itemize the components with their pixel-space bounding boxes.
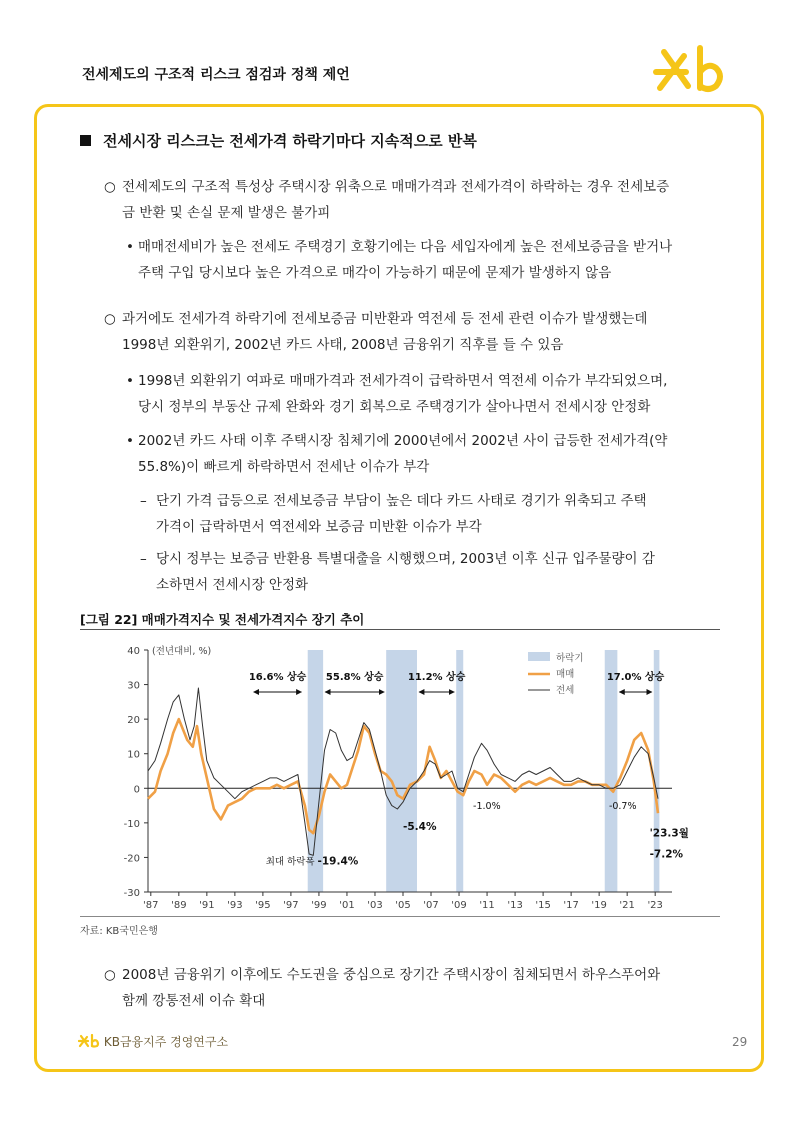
paragraph-p1a <box>138 234 722 286</box>
legend-label: 매매 <box>556 669 575 680</box>
rise-annotation-label: 16.6% 상승 <box>248 672 307 683</box>
square-bullet-icon <box>80 135 91 146</box>
x-tick-label: '95 <box>255 900 271 911</box>
paragraph-line: 당시 정부는 보증금 반환용 특별대출을 시행했으며, 2003년 이후 신규 입주물량이 감 <box>156 551 655 567</box>
figure-source: 자료: KB국민은행 <box>80 922 158 937</box>
circle-bullet: ○ <box>104 967 116 983</box>
paragraph-line: 1998년 외환위기, 2002년 카드 사태, 2008년 금융위기 직후를 들 수 있음 <box>122 337 564 353</box>
x-tick-label: '09 <box>451 900 467 911</box>
section-heading-text: 전세시장 리스크는 전세가격 하락기마다 지속적으로 반복 <box>103 132 477 150</box>
paragraph-line: 단기 가격 급등으로 전세보증금 부담이 높은 데다 카드 사태로 경기가 위축되고 주택 <box>156 493 647 509</box>
paragraph-p3 <box>122 962 722 1014</box>
x-tick-label: '15 <box>535 900 551 911</box>
x-tick-label: '89 <box>171 900 187 911</box>
document-title: 전세제도의 구조적 리스크 점검과 정책 제언 <box>82 67 350 83</box>
x-tick-label: '97 <box>283 900 299 911</box>
x-tick-label: '19 <box>591 900 607 911</box>
paragraph-p2b1 <box>156 488 722 540</box>
paragraph-line: 금 반환 및 손실 문제 발생은 불가피 <box>122 205 331 221</box>
dot-bullet: • <box>126 373 134 389</box>
paragraph-p2b <box>138 428 722 480</box>
dot-bullet: • <box>126 433 134 449</box>
paragraph-line: 2008년 금융위기 이후에도 수도권을 중심으로 장기간 주택시장이 침체되면서 하우스푸어와 <box>122 967 661 983</box>
paragraph-line: 과거에도 전세가격 하락기에 전세보증금 미반환과 역전세 등 전세 관련 이슈가 발생했는데 <box>122 311 648 327</box>
kb-small-logo-icon <box>78 1034 100 1048</box>
dash-bullet: – <box>140 493 147 509</box>
point-label: -19.4% <box>317 855 359 868</box>
paragraph-line: 2002년 카드 사태 이후 주택시장 침체기에 2000년에서 2002년 사이 급등한 전세가격(약 <box>138 433 668 449</box>
point-label: '23.3월 <box>649 827 689 840</box>
dot-bullet: • <box>126 239 134 255</box>
y-tick-label: 20 <box>127 715 140 727</box>
section-heading <box>80 130 477 151</box>
page-number: 29 <box>732 1035 748 1049</box>
paragraph-line: 매매전세비가 높은 전세도 주택경기 호황기에는 다음 세입자에게 높은 전세보증금을 받거나 <box>138 239 673 255</box>
y-tick-label: 10 <box>127 749 140 761</box>
x-tick-label: '01 <box>339 900 355 911</box>
dash-bullet: – <box>140 551 147 567</box>
point-label: -0.7% <box>608 801 637 813</box>
x-tick-label: '03 <box>367 900 383 911</box>
price-index-chart <box>80 634 720 918</box>
x-tick-label: '93 <box>227 900 243 911</box>
paragraph-line: 55.8%)이 빠르게 하락하면서 전세난 이슈가 부각 <box>138 459 430 475</box>
paragraph-line: 주택 구입 당시보다 높은 가격으로 매각이 가능하기 때문에 문제가 발생하지 않음 <box>138 265 612 281</box>
legend-label: 하락기 <box>556 653 584 664</box>
paragraph-line: 가격이 급락하면서 역전세와 보증금 미반환 이슈가 부각 <box>156 519 482 535</box>
x-tick-label: '05 <box>395 900 411 911</box>
point-label: -7.2% <box>649 848 684 861</box>
rise-annotation-label: 17.0% 상승 <box>606 672 665 683</box>
x-tick-label: '13 <box>507 900 523 911</box>
y-tick-label: 0 <box>133 784 140 796</box>
x-tick-label: '91 <box>199 900 215 911</box>
point-label: -1.0% <box>473 801 501 813</box>
y-tick-label: -20 <box>123 853 140 865</box>
paragraph-line: 1998년 외환위기 여파로 매매가격과 전세가격이 급락하면서 역전세 이슈가 부각되었으며, <box>138 373 668 389</box>
downturn-band <box>605 650 618 892</box>
y-tick-label: -10 <box>123 818 140 830</box>
circle-bullet: ○ <box>104 311 116 327</box>
kb-logo-icon <box>650 42 730 98</box>
paragraph-line: 당시 정부의 부동산 규제 완화와 경기 회복으로 주택경기가 살아나면서 전세시장 안정화 <box>138 399 651 415</box>
footer-org-name: KB금융지주 경영연구소 <box>103 1035 229 1049</box>
point-label: -5.4% <box>402 820 437 833</box>
downturn-band <box>456 650 463 892</box>
y-tick-label: 30 <box>127 680 140 692</box>
legend-downturn-swatch <box>528 652 550 661</box>
x-tick-label: '87 <box>143 900 159 911</box>
legend-label: 전세 <box>556 685 575 696</box>
circle-bullet: ○ <box>104 179 116 195</box>
paragraph-line: 함께 깡통전세 이슈 확대 <box>122 993 266 1009</box>
y-tick-label: 40 <box>127 646 140 657</box>
x-tick-label: '11 <box>479 900 495 911</box>
paragraph-p2 <box>122 306 722 358</box>
y-axis-unit-label: (전년대비, %) <box>152 646 212 657</box>
rise-annotation-label: 55.8% 상승 <box>325 672 384 683</box>
downturn-band <box>386 650 417 892</box>
x-tick-label: '21 <box>619 900 635 911</box>
y-tick-label: -30 <box>123 888 140 899</box>
x-tick-label: '17 <box>563 900 579 911</box>
paragraph-p2b2 <box>156 546 722 598</box>
rise-annotation-label: 11.2% 상승 <box>407 672 466 683</box>
figure-caption: [그림 22] 매매가격지수 및 전세가격지수 장기 추이 <box>80 612 365 627</box>
paragraph-p1 <box>122 174 722 226</box>
x-tick-label: '23 <box>647 900 663 911</box>
paragraph-p2a <box>138 368 722 420</box>
x-tick-label: '99 <box>311 900 327 911</box>
point-label: 최대 하락폭 <box>265 856 315 868</box>
paragraph-line: 전세제도의 구조적 특성상 주택시장 위축으로 매매가격과 전세가격이 하락하는 경우 전세보증 <box>122 179 670 195</box>
x-tick-label: '07 <box>423 900 439 911</box>
footer-brand <box>78 1033 228 1050</box>
paragraph-line: 소하면서 전세시장 안정화 <box>156 577 309 593</box>
